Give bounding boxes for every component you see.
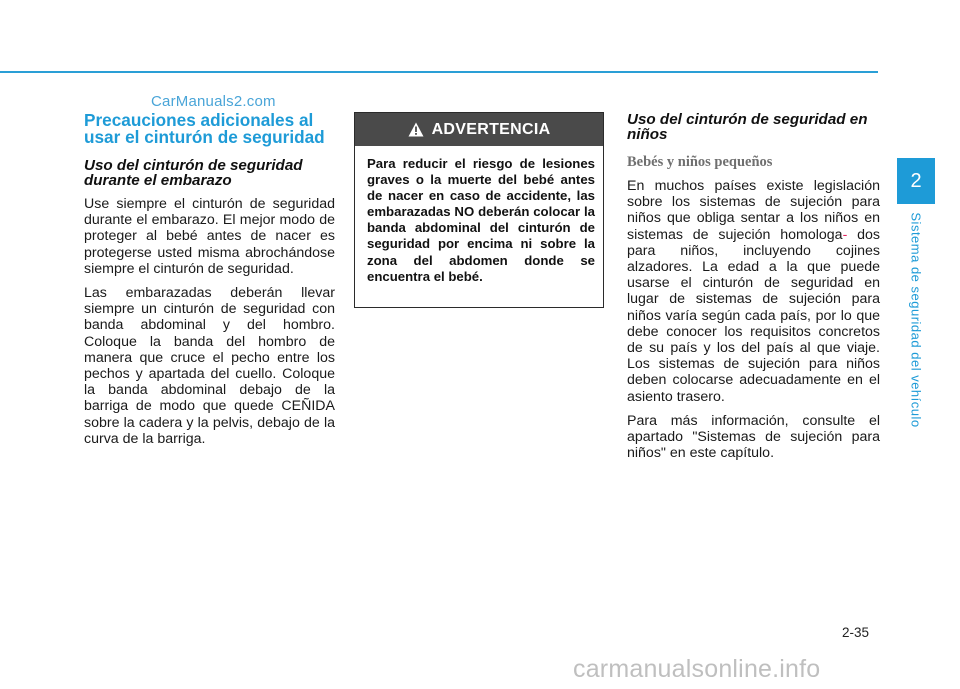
infants-paragraph-1-text-b: dos para niños, incluyendo cojines alzadores. La edad a la que puede usarse el cinturón de seguridad en lugar de sistemas de sujeción para niños varía según cada país, por lo que debe conocer los requisitos concretos de su país y los del país al que viaje. Los sistemas de sujeción para niños deben colocarse adecuadamente en el asiento trasero. (627, 226, 880, 405)
warning-text: Para reducir el riesgo de lesiones graves o la muerte del bebé antes de nacer en caso de accidente, las embarazadas NO deberán colocar la banda abdominal del cinturón de seguridad por encima ni sobre la zona del abdomen donde se encuentra el bebé. (367, 156, 595, 284)
warning-triangle-icon (408, 122, 424, 137)
warning-box (354, 112, 604, 308)
infants-paragraph-2: Para más información, consulte el apartado "Sistemas de sujeción para niños" en este capítulo. (627, 412, 880, 462)
line-break-hyphen: - (842, 226, 848, 243)
chapter-label: Sistema de seguridad del vehículo (908, 212, 924, 428)
children-subtitle: Uso del cinturón de seguridad en niños (627, 111, 868, 143)
pregnancy-paragraph-2: Las embarazadas deberán llevar siempre un cinturón de seguridad con banda abdominal y del hombro. Coloque la banda del hombro de manera que cruce el pecho entre los pechos y apartada del cuello. Coloque la banda abdominal debajo de la barriga de modo que quede CEÑIDA sobre la cadera y la pelvis, debajo de la curva de la barriga. (84, 285, 335, 447)
right-column (627, 112, 880, 461)
infants-paragraph-1-text-a: En muchos países existe legislación sobre los sistemas de sujeción para niños que obliga sentar a los niños en sistemas de sujeción homologa (627, 178, 880, 243)
page-number: 2-35 (842, 625, 870, 640)
section-title: Precauciones adicionales al usar el cinturón de seguridad (84, 110, 325, 147)
left-column (84, 112, 335, 447)
watermark-bottom[interactable]: carmanualsonline.info (573, 655, 821, 683)
warning-title: ADVERTENCIA (431, 120, 551, 138)
pregnancy-subtitle: Uso del cinturón de seguridad durante el embarazo (84, 157, 303, 189)
pregnancy-paragraph-1: Use siempre el cinturón de seguridad durante el embarazo. El mejor modo de proteger al bebé antes de nacer es protegerse usted misma abrochándose siempre el cinturón de seguridad. (84, 196, 335, 277)
watermark-top[interactable]: CarManuals2.com (151, 93, 276, 110)
infants-heading: Bebés y niños pequeños (627, 154, 773, 170)
chapter-tab: 2 (897, 158, 935, 204)
infants-paragraph-1 (627, 178, 880, 405)
top-divider (0, 71, 878, 73)
warning-header (355, 113, 603, 146)
